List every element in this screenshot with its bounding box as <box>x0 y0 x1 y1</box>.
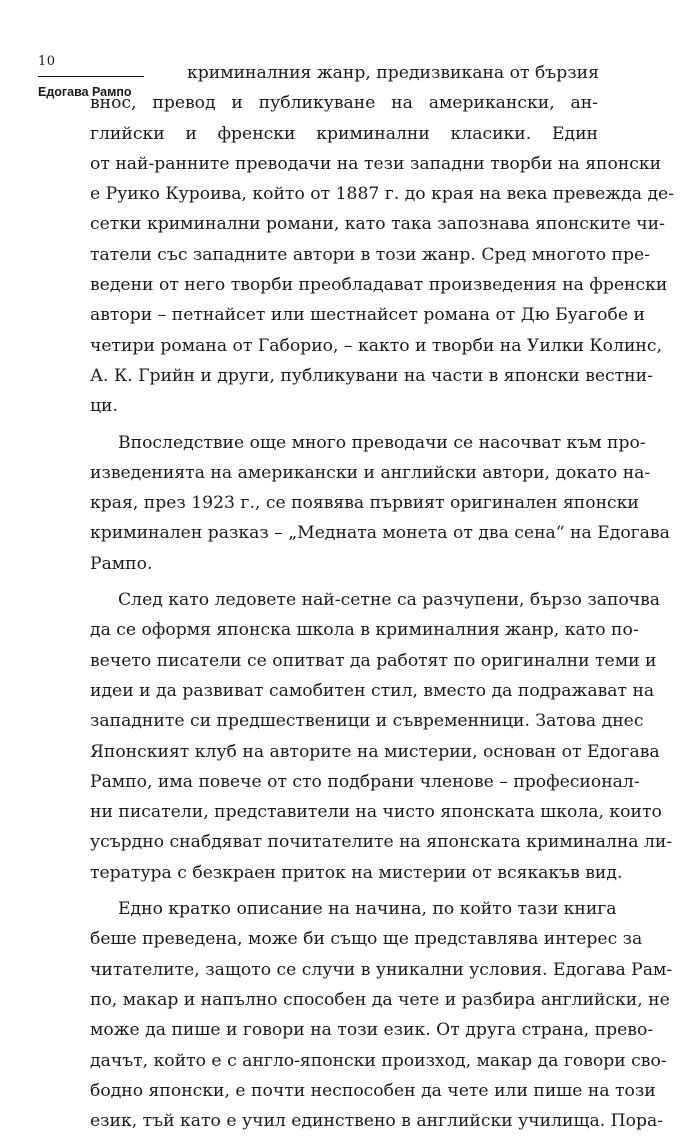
text-line: западните си предшественици и съвременници. Затова днес <box>90 711 644 732</box>
text-line: език, тъй като е учил единствено в английски училища. Пора- <box>90 1111 664 1132</box>
text-line: четири романа от Габорио, – както и творби на Уилки Колинс, <box>90 335 662 356</box>
text-line: ни писатели, представители на чисто японската школа, които <box>90 802 662 823</box>
text-line: Рампо. <box>90 553 153 574</box>
page-number: 10 <box>38 54 56 69</box>
text-line: от най-ранните преводачи на тези западни творби на японски <box>90 153 662 174</box>
text-line: ци. <box>90 396 118 417</box>
text-line: вечето писатели се опитват да работят по оригинални теми и <box>90 650 657 671</box>
text-line: глийски и френски криминални класики. Един <box>90 123 598 144</box>
text-line: А. К. Грийн и други, публикувани на части в японски вестни- <box>90 365 653 386</box>
text-line: е Руико Куроива, който от 1887 г. до края на века превежда де- <box>90 184 675 205</box>
text-line: татели със западните автори в този жанр. Сред многото пре- <box>90 244 650 265</box>
body-text <box>90 58 675 1136</box>
text-line: бодно японски, е почти неспособен да чете или пише на този <box>90 1080 656 1101</box>
text-line: да се оформя японска школа в криминалния жанр, като по- <box>90 620 639 641</box>
text-line: Рампо, има повече от сто подбрани членове – професионал- <box>90 771 640 792</box>
text-line: идеи и да развиват самобитен стил, вместо да подражават на <box>90 680 655 701</box>
text-line: дачът, който е с англо-японски произход, макар да говори сво- <box>90 1050 667 1071</box>
text-line: изведенията на американски и английски автори, докато на- <box>90 462 651 483</box>
text-line: ведени от него творби преобладават произведения на френски <box>90 275 668 296</box>
text-line: Японският клуб на авторите на мистерии, основан от Едогава <box>90 741 660 762</box>
text-line: усърдно снабдяват почитателите на японската криминална ли- <box>90 832 673 853</box>
text-line: криминалния жанр, предизвикана от бързия <box>187 63 599 83</box>
text-line: читателите, защото се случи в уникални условия. Едогава Рам- <box>90 959 673 980</box>
text-line: сетки криминални романи, като така запознава японските чи- <box>90 214 665 235</box>
text-line: внос, превод и публикуване на американски, ан- <box>90 93 598 114</box>
text-line: криминален разказ – „Медната монета от два сена“ на Едогава <box>90 523 670 544</box>
text-line: края, през 1923 г., се появява първият оригинален японски <box>90 493 639 514</box>
text-line: по, макар и напълно способен да чете и разбира английски, не <box>90 989 670 1010</box>
text-line: Едно кратко описание на начина, по който тази книга <box>118 899 617 920</box>
text-line: автори – петнайсет или шестнайсет романа от Дю Буагобе и <box>90 305 645 326</box>
text-line: След като ледовете най-сетне са разчупени, бързо започва <box>118 590 661 611</box>
text-line: беше преведена, може би също ще представлява интерес за <box>90 929 643 950</box>
running-head: Едогава Рампо <box>38 85 132 99</box>
text-line: Впоследствие още много преводачи се насочват към про- <box>118 432 646 453</box>
text-line: тература с безкраен приток на мистерии от всякакъв вид. <box>90 862 623 883</box>
text-line: може да пише и говори на този език. От друга страна, прево- <box>90 1020 654 1041</box>
